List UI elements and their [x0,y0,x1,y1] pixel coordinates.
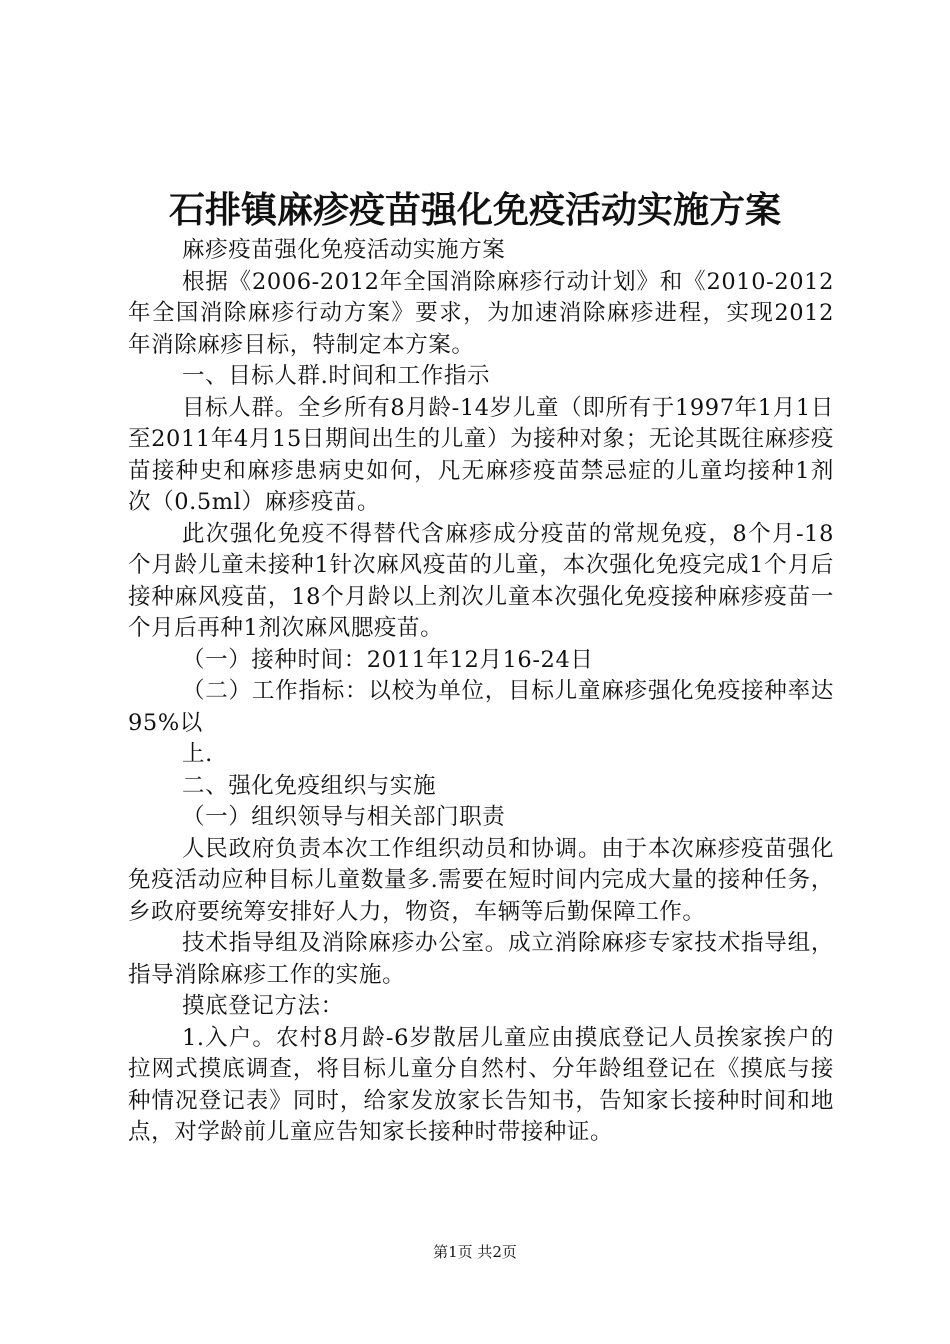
section-heading-1: 一、目标人群.时间和工作指示 [182,363,491,389]
work-indicator-paragraph: （二）工作指标：以校为单位，目标儿童麻疹强化免疫接种率达95%以 [128,678,834,736]
document-title: 石排镇麻疹疫苗强化免疫活动实施方案 [168,189,781,231]
household-registration-paragraph: 1.入户。农村8月龄-6岁散居儿童应由摸底登记人员挨家挨户的拉网式摸底调查，将目标儿童分自然村、分年龄组登记在《摸底与接种情况登记表》同时，给家发放家长告知书，告知家长接种时间和地点，对学龄前儿童应告知家长接种时带接种证。 [128,1024,834,1145]
document-body [128,235,834,1149]
intro-paragraph: 根据《2006-2012年全国消除麻疹行动计划》和《2010-2012年全国消除麻疹行动方案》要求，为加速消除麻疹进程，实现2012年消除麻疹目标，特制定本方案。 [128,268,834,358]
target-group-paragraph: 目标人群。全乡所有8月龄-14岁儿童（即所有于1997年1月1日至2011年4月15日期间出生的儿童）为接种对象；无论其既往麻疹疫苗接种史和麻疹患病史如何，凡无麻疹疫苗禁忌症的儿童均接种1剂次（0.5ml）麻疹疫苗。 [128,394,834,515]
technical-guidance-paragraph: 技术指导组及消除麻疹办公室。成立消除麻疹专家技术指导组，指导消除麻疹工作的实施。 [128,930,834,988]
routine-immunization-paragraph: 此次强化免疫不得替代含麻疹成分疫苗的常规免疫，8个月-18个月龄儿童未接种1针次麻风疫苗的儿童，本次强化免疫完成1个月后接种麻风疫苗，18个月龄以上剂次儿童本次强化免疫接种麻疹疫苗一个月后再种1剂次麻风腮疫苗。 [128,520,834,641]
registration-method-heading: 摸底登记方法： [182,993,344,1019]
section-heading-2: 二、强化免疫组织与实施 [182,772,437,799]
subsection-heading-organization: （一）组织领导与相关部门职责 [182,804,506,830]
vaccination-time-paragraph: （一）接种时间：2011年12月16-24日 [182,646,594,673]
subtitle-paragraph: 麻疹疫苗强化免疫活动实施方案 [182,237,506,263]
government-responsibility-paragraph: 人民政府负责本次工作组织动员和协调。由于本次麻疹疫苗强化免疫活动应种目标儿童数量多.需要在短时间内完成大量的接种任务，乡政府要统筹安排好人力，物资，车辆等后勤保障工作。 [128,835,834,925]
work-indicator-continuation: 上. [182,741,213,767]
page-footer: 第1页 共2页 [433,1243,517,1261]
